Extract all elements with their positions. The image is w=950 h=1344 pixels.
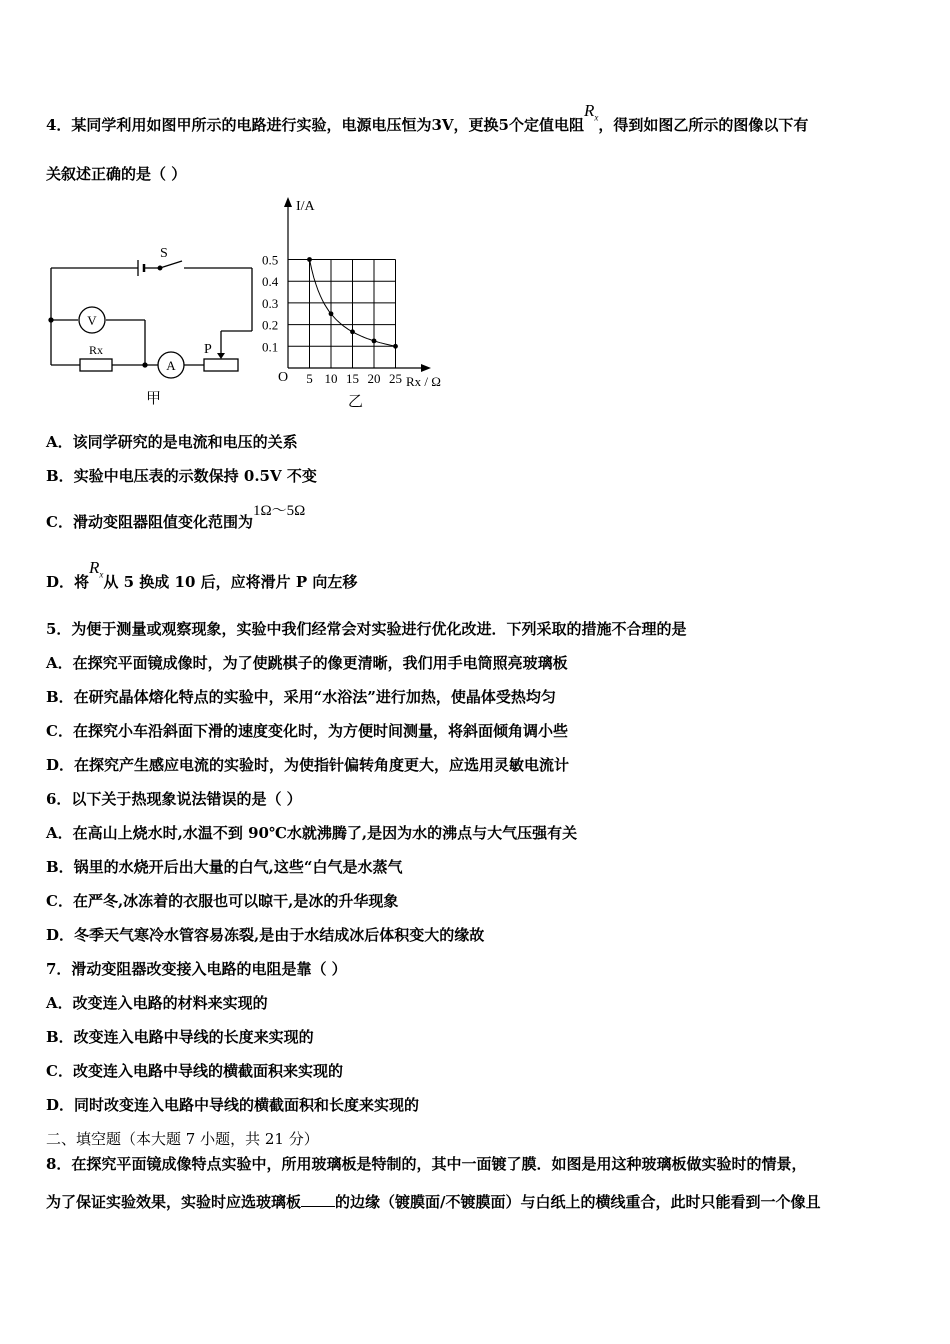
q4-option-d: D．将$R_x$从 5 换成 10 后，应将滑片 P 向左移: [46, 558, 358, 591]
q6-option-c: C．在严冬,冰冻着的衣服也可以晾干,是冰的升华现象: [46, 892, 399, 910]
y-tick-label: 0.5: [262, 252, 279, 268]
q4-option-a: A．该同学研究的是电流和电压的关系: [46, 433, 298, 451]
y-tick-label: 0.4: [262, 274, 279, 290]
x-tick-label: 25: [389, 371, 402, 386]
voltmeter-label: V: [87, 313, 97, 328]
slider-label: P: [204, 342, 212, 357]
x-tick-labels: [306, 371, 402, 386]
q4-stem-part2: ，得到如图乙所示的图像以下有: [598, 116, 809, 134]
q6-option-b: B．锅里的水烧开后出大量的白气,这些“白气是水蒸气: [46, 858, 403, 876]
rheostat-body: [204, 359, 238, 371]
graph-axes: [288, 205, 423, 368]
q6-stem: 6．以下关于热现象说法错误的是（ ）: [46, 790, 302, 808]
q4-option-b: B．实验中电压表的示数保持 0.5V 不变: [46, 467, 317, 485]
y-axis-label: I/A: [296, 199, 315, 214]
rx-symbol: $R_x$: [583, 101, 599, 123]
x-axis-arrow: [421, 364, 431, 372]
switch-blade: [160, 261, 182, 268]
range-formula: 1Ω～5Ω: [252, 503, 306, 519]
circuit-diagram: [40, 235, 270, 415]
q5-option-c: C．在探究小车沿斜面下滑的速度变化时，为方便时间测量，将斜面倾角调小些: [46, 722, 568, 740]
y-tick-labels: [262, 253, 279, 355]
i-r-graph: [258, 193, 463, 415]
y-tick-label: 0.2: [262, 317, 279, 333]
q4-stem-line2: 关叙述正确的是（ ）: [46, 165, 187, 183]
q7-stem: 7．滑动变阻器改变接入电路的电阻是靠（ ）: [46, 960, 347, 978]
x-tick-label: 20: [367, 371, 381, 386]
q7-option-a: A．改变连入电路的材料来实现的: [46, 994, 268, 1012]
data-point: [307, 257, 312, 262]
y-axis-arrow: [284, 197, 292, 207]
rx-symbol-d: $R_x$: [89, 558, 104, 580]
q8-line2: 为了保证实验效果，实验时应选玻璃板 的边缘（镀膜面/不镀膜面）与白纸上的横线重合，此时只能看到一个像且: [46, 1193, 821, 1211]
data-point: [329, 311, 334, 316]
ammeter-label: A: [166, 358, 176, 373]
q5-stem: 5．为便于测量或观察现象，实验中我们经常会对实验进行优化改进．下列采取的措施不合理的是: [46, 620, 687, 638]
q6-option-d: D．冬季天气寒冷水管容易冻裂,是由于水结成冰后体积变大的缘故: [46, 926, 485, 944]
q7-option-c: C．改变连入电路中导线的横截面积来实现的: [46, 1062, 343, 1080]
data-point: [372, 338, 377, 343]
rx-label: Rx: [88, 343, 104, 357]
graph-caption: 乙: [348, 394, 364, 410]
x-axis-label: Rx / Ω: [406, 374, 441, 389]
q5-option-b: B．在研究晶体熔化特点的实验中，采用“水浴法”进行加热，使晶体受热均匀: [46, 688, 556, 706]
q6-option-a: A．在高山上烧水时,水温不到 90℃水就沸腾了,是因为水的沸点与大气压强有关: [46, 824, 578, 842]
origin-label: O: [278, 370, 289, 385]
section-heading: 二、填空题（本大题 7 小题，共 21 分）: [46, 1130, 319, 1148]
q5-option-a: A．在探究平面镜成像时，为了使跳棋子的像更清晰，我们用手电筒照亮玻璃板: [46, 654, 568, 672]
q7-option-d: D．同时改变连入电路中导线的横截面积和长度来实现的: [46, 1096, 420, 1114]
x-tick-label: 15: [346, 371, 359, 386]
q5-option-d: D．在探究产生感应电流的实验时，为使指针偏转角度更大，应选用灵敏电流计: [46, 756, 570, 774]
switch-label: S: [160, 246, 168, 261]
q4-stem-line1: [46, 101, 809, 141]
graph-grid: [288, 260, 396, 369]
rx-resistor: [80, 359, 112, 371]
q4-option-c: C．滑动变阻器阻值变化范围为1Ω～5Ω: [46, 503, 306, 531]
q7-option-b: B．改变连入电路中导线的长度来实现的: [46, 1028, 314, 1046]
y-tick-label: 0.1: [262, 339, 279, 355]
y-tick-label: 0.3: [262, 295, 279, 311]
x-tick-label: 10: [324, 371, 338, 386]
x-tick-label: 5: [306, 371, 313, 386]
data-point: [350, 329, 355, 334]
q8-line1: 8．在探究平面镜成像特点实验中，所用玻璃板是特制的，其中一面镀了膜．如图是用这种玻璃板做实验时的情景，: [46, 1155, 807, 1173]
q4-stem-part1: 4．某同学利用如图甲所示的电路进行实验，电源电压恒为3V，更换5个定值电阻: [46, 116, 584, 134]
circuit-caption: 甲: [146, 391, 162, 407]
data-point: [393, 344, 398, 349]
slider-arrow-head: [217, 353, 225, 359]
answer-blank[interactable]: [301, 1192, 335, 1207]
